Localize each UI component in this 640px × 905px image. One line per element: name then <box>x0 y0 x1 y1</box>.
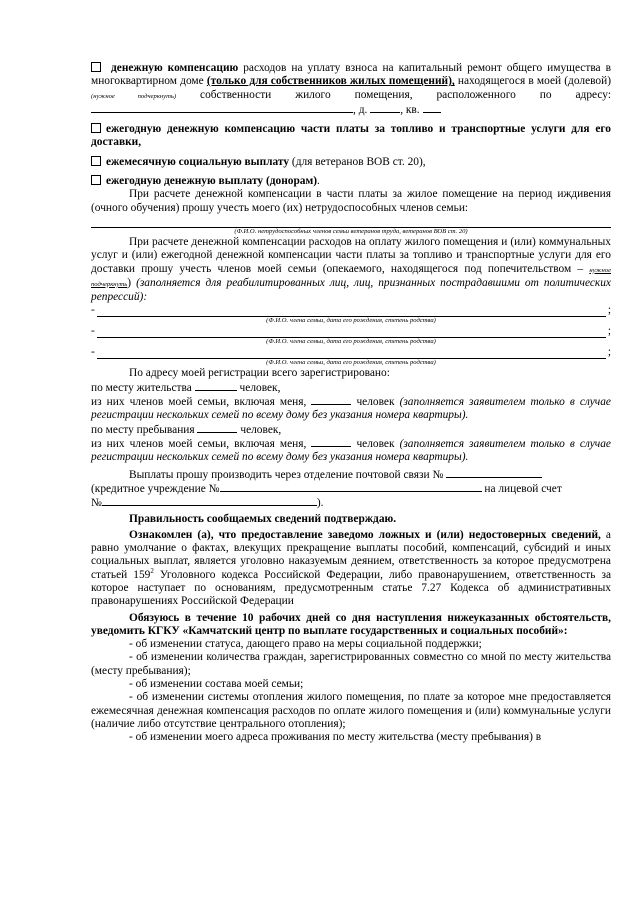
obligation-statement: Обязуюсь в течение 10 рабочих дней со дня наступления нижеуказанных обстоятельств, уведомить КГКУ «Камчатский центр по выплате государственных и социальных пособий»: <box>91 611 611 637</box>
obligation-item: - об изменении состава моей семьи; <box>129 677 304 690</box>
credit-line <box>91 482 611 496</box>
checkbox-fuel[interactable] <box>91 123 101 133</box>
checkbox-monthly[interactable] <box>91 156 101 166</box>
family-underline-note: нужное подчеркнуть <box>91 266 611 288</box>
option-fuel-label: ежегодную денежную компенсацию части платы за топливо и транспортные услуги для его доставки, <box>91 123 611 149</box>
payments-label: Выплаты прошу производить через отделение почтовой связи № <box>129 468 444 481</box>
registration-note: (заполняется заявителем только в случае регистрации нескольких семей по всему дому без указания номера квартиры). <box>91 396 611 422</box>
account-field[interactable] <box>102 496 317 506</box>
obligation-item: - об изменении статуса, дающего право на меры социальной поддержки; <box>129 638 482 651</box>
house-label: , д. <box>353 103 368 116</box>
residence-members-field[interactable] <box>311 395 351 405</box>
stay-members-field[interactable] <box>311 437 351 447</box>
payments-line <box>91 468 611 482</box>
registration-note: (заполняется заявителем только в случае регистрации нескольких семей по всему дому без указания номера квартиры). <box>91 437 611 464</box>
line-prefix: - <box>91 325 95 338</box>
option-monthly[interactable] <box>91 156 611 169</box>
checkbox-donors[interactable] <box>91 175 101 185</box>
option-monthly-tail: (для ветеранов ВОВ ст. 20), <box>289 155 426 168</box>
line-suffix: ; <box>607 325 611 338</box>
members-label: из них членов моей семьи, включая меня, <box>91 396 307 409</box>
residence-label: по месту жительства <box>91 381 192 394</box>
stay-members-line <box>91 437 611 465</box>
people-label: человек, <box>239 381 281 394</box>
option-monthly-label: ежемесячную социальную выплату <box>106 155 290 168</box>
option-fuel[interactable] <box>91 123 611 150</box>
residence-count-line <box>91 381 611 395</box>
family-member-field[interactable] <box>97 348 606 359</box>
apt-field[interactable] <box>423 103 441 113</box>
line-prefix: - <box>91 304 95 317</box>
option-donors[interactable] <box>91 175 611 188</box>
stay-count-line <box>91 423 611 437</box>
dependents-caption: (Ф.И.О. нетрудоспособных членов семьи ветеранов труда, ветеранов ВОВ ст. 20) <box>234 227 468 235</box>
registration-intro: По адресу моей регистрации всего зарегистрировано: <box>129 367 390 380</box>
dependents-paragraph: При расчете денежной компенсации в части платы за жилое помещение на период иждивения (очного обучения) прошу учесть моего (их) нетрудоспособных членов семьи: <box>91 188 611 214</box>
stay-count-field[interactable] <box>197 423 237 433</box>
obligation-item: - об изменении количества граждан, зарегистрированных совместно со мной по месту жительства (месту пребывания); <box>91 651 611 677</box>
family-member-caption: (Ф.И.О. члена семьи, дата его рождения, степень родства) <box>266 317 436 325</box>
people-label: человек, <box>240 423 282 436</box>
family-member-line-2[interactable] <box>91 325 611 338</box>
family-italic-note: (заполняется для реабилитированных лиц, лиц, признанных пострадавшими от политических репрессий): <box>91 276 611 304</box>
account-close: ). <box>316 497 324 510</box>
account-num-label: № <box>91 497 102 510</box>
account-label: на лицевой счет <box>484 482 562 495</box>
family-member-caption: (Ф.И.О. члена семьи, дата его рождения, степень родства) <box>266 338 436 346</box>
dependents-field[interactable] <box>91 216 611 228</box>
option-text: расходов на уплату взноса на капитальный ремонт общего имущества в многоквартирном доме <box>91 62 611 88</box>
option-capital-repair[interactable] <box>91 62 611 117</box>
obligation-item: - об изменении системы отопления жилого помещения, по плате за которое мне предоставляется ежемесячная денежная компенсация расходов по оплате жилого помещения и (или) коммунальные услуги (наличие либо отсутствие центрального отопления); <box>91 691 611 730</box>
obligation-item: - об изменении моего адреса проживания по месту жительства (месту пребывания) в <box>129 731 542 744</box>
residence-members-line <box>91 395 611 423</box>
acknowledgement-text: Уголовного кодекса Российской Федерации, либо правонарушением, ответственность за которое наступает по основаниям, предусмотренным статье 7.27 Кодекса об административных правонарушениях Российской Федерации <box>91 568 611 608</box>
family-member-field[interactable] <box>97 327 606 338</box>
family-member-caption: (Ф.И.О. члена семьи, дата его рождения, степень родства) <box>266 359 436 367</box>
family-member-field[interactable] <box>97 306 606 317</box>
stay-label: по месту пребывания <box>91 423 195 436</box>
application-form-page <box>91 62 611 744</box>
confirmation-statement: Правильность сообщаемых сведений подтверждаю. <box>129 513 397 526</box>
apt-label: , кв. <box>400 103 420 116</box>
acknowledgement-text: а равно умолчание о фактах, влекущих прекращение выплаты пособий, компенсаций, субсидий и иных социальных выплат, является уголовно наказуемым деянием, ответственность за которое предусмотрена статьей 159 <box>91 528 611 581</box>
family-paragraph <box>91 236 611 304</box>
option-lead: денежную компенсацию <box>111 62 239 74</box>
line-suffix: ; <box>607 346 611 359</box>
line-prefix: - <box>91 346 95 359</box>
family-text: ) <box>127 276 137 289</box>
option-text: собственности жилого помещения, расположенного по адресу: <box>176 88 611 101</box>
post-office-field[interactable] <box>446 468 542 478</box>
address-field[interactable] <box>91 103 353 113</box>
family-member-line-3[interactable] <box>91 346 611 359</box>
person-label: человек <box>356 396 395 409</box>
account-line <box>91 496 611 510</box>
only-owners-note: (только для собственников жилых помещений), <box>206 75 455 88</box>
members-label: из них членов моей семьи, включая меня, <box>91 437 307 450</box>
article-superscript: 2 <box>150 566 154 575</box>
person-label: человек <box>356 437 395 450</box>
house-field[interactable] <box>370 103 400 113</box>
family-member-line-1[interactable] <box>91 304 611 317</box>
family-text: При расчете денежной компенсации расходов на оплату жилого помещения и (или) коммунальных услуг и (или) ежегодной денежной компенсации части платы за топливо и транспортные услуги для его доставки прошу учесть членов моей семьи (опекаемого, находящегося под попечительством – <box>91 235 611 275</box>
residence-count-field[interactable] <box>195 381 237 391</box>
credit-institution-field[interactable] <box>220 482 482 492</box>
option-donors-label: ежегодную денежную выплату (донорам) <box>106 175 318 188</box>
acknowledgement-bold: Ознакомлен (а), что предоставление заведомо ложных и (или) недостоверных сведений, <box>129 528 601 541</box>
underline-note: (нужное подчеркнуть) <box>91 92 177 100</box>
option-donors-tail: . <box>317 175 320 188</box>
checkbox-capital-repair[interactable] <box>91 62 101 72</box>
acknowledgement-paragraph <box>91 529 611 609</box>
credit-label: (кредитное учреждение № <box>91 482 220 495</box>
option-text: находящегося в моей (долевой) <box>454 75 612 88</box>
line-suffix: ; <box>607 304 611 317</box>
